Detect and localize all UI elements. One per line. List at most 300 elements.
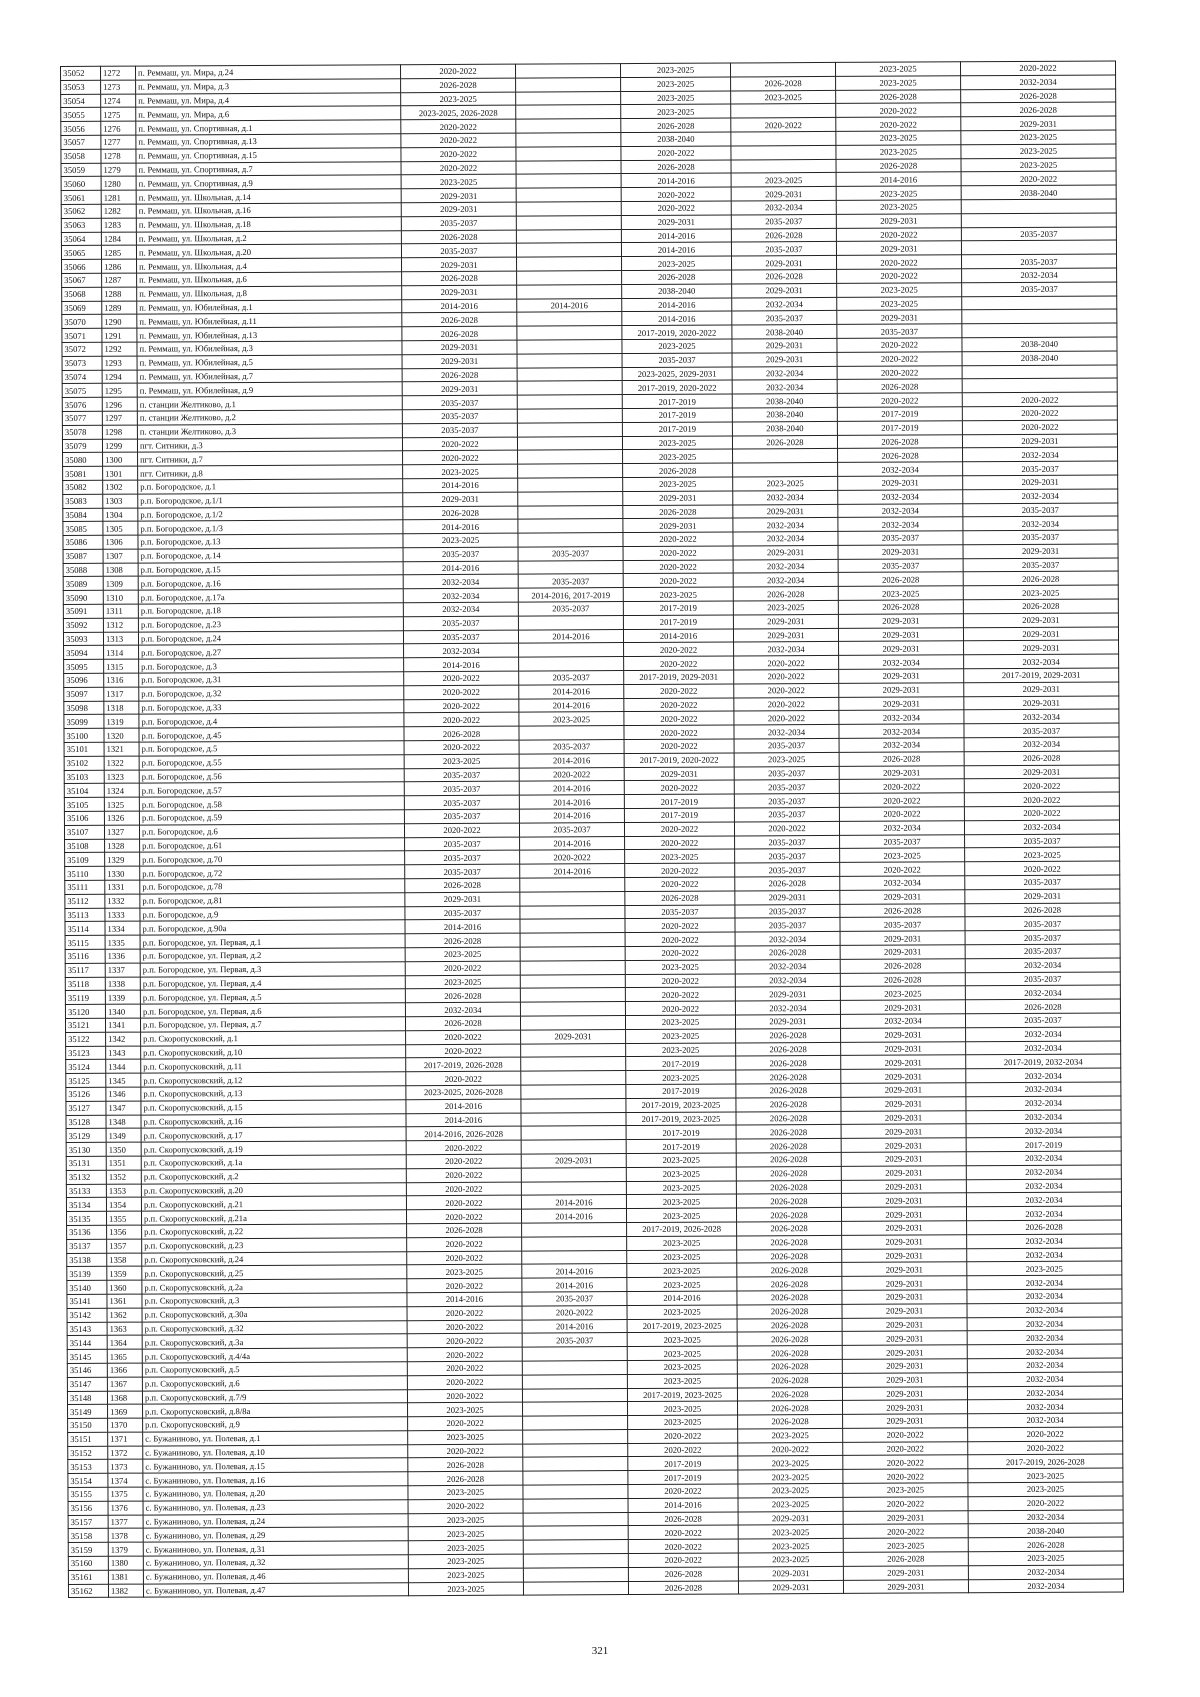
sequence-number-cell: 1377 xyxy=(108,1515,143,1529)
period-3-cell: 2023-2025 xyxy=(621,104,731,118)
registry-number-cell: 35059 xyxy=(61,163,101,177)
registry-number-cell: 35141 xyxy=(67,1294,107,1308)
period-1-cell: 2020-2022 xyxy=(407,1278,522,1292)
registry-number-cell: 35057 xyxy=(61,135,101,149)
address-cell: п. Реммаш, ул. Школьная, д.18 xyxy=(136,216,401,231)
period-1-cell: 2032-2034 xyxy=(403,588,518,602)
sequence-number-cell: 1285 xyxy=(101,245,136,259)
period-2-cell: 2014-2016 xyxy=(522,1264,627,1278)
period-6-cell: 2032-2034 xyxy=(966,1165,1121,1180)
period-1-cell: 2020-2022 xyxy=(406,1195,521,1209)
period-4-cell: 2026-2028 xyxy=(737,1359,842,1373)
period-5-cell: 2029-2031 xyxy=(836,214,961,228)
period-6-cell: 2032-2034 xyxy=(966,1110,1121,1125)
period-1-cell: 2020-2022 xyxy=(407,1389,522,1403)
address-cell: р.п. Скоропусковский, д.23 xyxy=(142,1237,407,1252)
sequence-number-cell: 1357 xyxy=(107,1239,142,1253)
period-6-cell: 2032-2034 xyxy=(967,1303,1122,1318)
period-5-cell: 2020-2022 xyxy=(843,1428,968,1442)
period-4-cell: 2035-2037 xyxy=(734,766,839,780)
period-2-cell xyxy=(523,1567,628,1581)
sequence-number-cell: 1382 xyxy=(108,1584,143,1598)
period-1-cell: 2014-2016 xyxy=(403,478,518,492)
period-6-cell xyxy=(962,378,1117,393)
period-3-cell: 2023-2025 xyxy=(626,1043,736,1057)
registry-number-cell: 35134 xyxy=(66,1198,106,1212)
period-5-cell: 2029-2031 xyxy=(841,1069,966,1083)
period-6-cell: 2035-2037 xyxy=(965,875,1120,890)
period-5-cell: 2032-2034 xyxy=(838,462,963,476)
period-2-cell xyxy=(518,491,623,505)
sequence-number-cell: 1303 xyxy=(103,494,138,508)
period-3-cell: 2014-2016 xyxy=(623,629,733,643)
sequence-number-cell: 1275 xyxy=(101,107,136,121)
period-6-cell: 2032-2034 xyxy=(965,985,1120,1000)
period-6-cell: 2026-2028 xyxy=(963,571,1118,586)
period-6-cell: 2032-2034 xyxy=(963,489,1118,504)
address-cell: р.п. Богородское, д.55 xyxy=(139,755,404,770)
period-5-cell: 2029-2031 xyxy=(836,241,961,255)
registry-number-cell: 35091 xyxy=(63,604,103,618)
period-4-cell: 2026-2028 xyxy=(736,1166,841,1180)
period-4-cell: 2026-2028 xyxy=(735,945,840,959)
address-cell: п. станции Желтиково, д.1 xyxy=(137,396,402,411)
period-2-cell xyxy=(521,1112,626,1126)
period-5-cell: 2029-2031 xyxy=(843,1510,968,1524)
period-3-cell: 2023-2025 xyxy=(622,435,732,449)
registry-number-cell: 35107 xyxy=(64,825,104,839)
period-5-cell: 2032-2034 xyxy=(838,489,963,503)
sequence-number-cell: 1317 xyxy=(104,687,139,701)
period-2-cell xyxy=(516,243,621,257)
period-1-cell: 2035-2037 xyxy=(405,837,520,851)
address-cell: п. Реммаш, ул. Школьная, д.16 xyxy=(136,203,401,218)
period-3-cell: 2020-2022 xyxy=(624,822,734,836)
registry-number-cell: 35090 xyxy=(63,591,103,605)
period-5-cell: 2023-2025 xyxy=(836,200,961,214)
registry-number-cell: 35132 xyxy=(66,1170,106,1184)
registry-number-cell: 35130 xyxy=(66,1142,106,1156)
period-2-cell: 2014-2016 xyxy=(517,298,622,312)
period-5-cell: 2029-2031 xyxy=(839,641,964,655)
address-cell: с. Бужаниново, ул. Полевая, д.29 xyxy=(143,1527,408,1542)
registry-number-cell: 35074 xyxy=(62,370,102,384)
registry-number-cell: 35093 xyxy=(63,632,103,646)
period-5-cell: 2029-2031 xyxy=(837,310,962,324)
period-6-cell xyxy=(962,296,1117,311)
period-1-cell: 2020-2022 xyxy=(406,1209,521,1223)
period-6-cell: 2029-2031 xyxy=(964,682,1119,697)
sequence-number-cell: 1308 xyxy=(103,563,138,577)
registry-number-cell: 35103 xyxy=(64,770,104,784)
registry-number-cell: 35109 xyxy=(65,853,105,867)
period-1-cell: 2029-2031 xyxy=(402,354,517,368)
address-cell: п. Реммаш, ул. Юбилейная, д.7 xyxy=(137,368,402,383)
period-1-cell: 2020-2022 xyxy=(400,64,515,78)
sequence-number-cell: 1304 xyxy=(103,508,138,522)
period-5-cell: 2029-2031 xyxy=(841,1207,966,1221)
period-3-cell: 2017-2019 xyxy=(623,601,733,615)
registry-number-cell: 35053 xyxy=(61,80,101,94)
period-1-cell: 2032-2034 xyxy=(403,575,518,589)
period-2-cell xyxy=(517,284,622,298)
sequence-number-cell: 1293 xyxy=(102,356,137,370)
period-6-cell: 2035-2037 xyxy=(965,930,1120,945)
address-cell: р.п. Богородское, д.58 xyxy=(139,796,404,811)
period-4-cell: 2023-2025 xyxy=(733,476,838,490)
period-3-cell: 2023-2025 xyxy=(627,1263,737,1277)
period-4-cell: 2032-2034 xyxy=(735,959,840,973)
address-cell: п. Реммаш, ул. Школьная, д.4 xyxy=(137,258,402,273)
registry-number-cell: 35094 xyxy=(64,646,104,660)
sequence-number-cell: 1344 xyxy=(106,1059,141,1073)
registry-number-cell: 35100 xyxy=(64,729,104,743)
sequence-number-cell: 1328 xyxy=(105,839,140,853)
period-2-cell xyxy=(516,174,621,188)
period-3-cell: 2014-2016 xyxy=(627,1291,737,1305)
period-4-cell: 2026-2028 xyxy=(736,1097,841,1111)
registry-number-cell: 35066 xyxy=(62,259,102,273)
period-1-cell: 2020-2022 xyxy=(406,1140,521,1154)
registry-number-cell: 35069 xyxy=(62,301,102,315)
period-6-cell: 2032-2034 xyxy=(966,1179,1121,1194)
period-4-cell: 2029-2031 xyxy=(732,256,837,270)
registry-number-cell: 35162 xyxy=(68,1584,108,1598)
sequence-number-cell: 1318 xyxy=(104,701,139,715)
period-4-cell: 2026-2028 xyxy=(736,1056,841,1070)
registry-number-cell: 35063 xyxy=(61,218,101,232)
address-cell: с. Бужаниново, ул. Полевая, д.46 xyxy=(143,1569,408,1584)
period-2-cell xyxy=(516,119,621,133)
period-5-cell: 2029-2031 xyxy=(842,1345,967,1359)
period-6-cell: 2029-2031 xyxy=(965,889,1120,904)
sequence-number-cell: 1369 xyxy=(108,1404,143,1418)
address-cell: р.п. Богородское, д.13 xyxy=(138,534,403,549)
period-5-cell: 2023-2025 xyxy=(835,62,960,76)
period-6-cell: 2023-2025 xyxy=(965,847,1120,862)
registry-number-cell: 35113 xyxy=(65,908,105,922)
period-4-cell xyxy=(730,62,835,76)
period-3-cell: 2023-2025 xyxy=(621,91,731,105)
period-6-cell xyxy=(961,213,1116,228)
period-3-cell: 2020-2022 xyxy=(625,932,735,946)
period-5-cell: 2020-2022 xyxy=(837,255,962,269)
period-6-cell: 2035-2037 xyxy=(965,972,1120,987)
period-1-cell: 2035-2037 xyxy=(404,795,519,809)
sequence-number-cell: 1278 xyxy=(101,149,136,163)
period-4-cell: 2035-2037 xyxy=(735,863,840,877)
period-2-cell xyxy=(521,1140,626,1154)
period-2-cell: 2035-2037 xyxy=(519,822,624,836)
sequence-number-cell: 1378 xyxy=(108,1529,143,1543)
period-1-cell: 2014-2016, 2026-2028 xyxy=(406,1126,521,1140)
period-3-cell: 2020-2022 xyxy=(625,836,735,850)
period-6-cell: 2032-2034 xyxy=(967,1316,1122,1331)
address-cell: с. Бужаниново, ул. Полевая, д.32 xyxy=(143,1555,408,1570)
period-5-cell: 2029-2031 xyxy=(838,614,963,628)
period-1-cell: 2020-2022 xyxy=(401,133,516,147)
period-4-cell: 2026-2028 xyxy=(736,1083,841,1097)
period-1-cell: 2035-2037 xyxy=(403,630,518,644)
period-6-cell xyxy=(962,323,1117,338)
period-2-cell: 2020-2022 xyxy=(520,850,625,864)
period-4-cell: 2020-2022 xyxy=(734,683,839,697)
period-1-cell: 2023-2025 xyxy=(403,464,518,478)
registry-number-cell: 35122 xyxy=(66,1032,106,1046)
period-5-cell: 2017-2019 xyxy=(837,420,962,434)
period-5-cell: 2032-2034 xyxy=(839,738,964,752)
sequence-number-cell: 1359 xyxy=(107,1266,142,1280)
sequence-number-cell: 1363 xyxy=(107,1322,142,1336)
sequence-number-cell: 1341 xyxy=(105,1018,140,1032)
period-3-cell: 2014-2016 xyxy=(621,242,731,256)
address-cell: р.п. Богородское, д.45 xyxy=(139,727,404,742)
period-2-cell: 2014-2016 xyxy=(522,1278,627,1292)
registry-number-cell: 35120 xyxy=(65,1004,105,1018)
sequence-number-cell: 1289 xyxy=(102,301,137,315)
address-cell: п. Реммаш, ул. Юбилейная, д.1 xyxy=(137,299,402,314)
period-4-cell: 2023-2025 xyxy=(738,1483,843,1497)
period-3-cell: 2017-2019 xyxy=(626,1125,736,1139)
period-2-cell xyxy=(520,1016,625,1030)
period-5-cell: 2032-2034 xyxy=(839,724,964,738)
period-2-cell xyxy=(519,657,624,671)
period-5-cell: 2020-2022 xyxy=(843,1441,968,1455)
period-3-cell: 2023-2025 xyxy=(628,1401,738,1415)
registry-number-cell: 35144 xyxy=(67,1336,107,1350)
period-2-cell xyxy=(516,202,621,216)
period-2-cell xyxy=(521,1167,626,1181)
sequence-number-cell: 1343 xyxy=(106,1046,141,1060)
period-3-cell: 2017-2019, 2023-2025 xyxy=(626,1112,736,1126)
registry-number-cell: 35118 xyxy=(65,977,105,991)
address-cell: р.п. Скоропусковский, д.2а xyxy=(142,1279,407,1294)
period-2-cell xyxy=(516,146,621,160)
period-1-cell: 2029-2031 xyxy=(401,202,516,216)
period-6-cell xyxy=(961,199,1116,214)
address-cell: р.п. Скоропусковский, д.9 xyxy=(143,1417,408,1432)
registry-number-cell: 35071 xyxy=(62,328,102,342)
period-4-cell: 2032-2034 xyxy=(735,932,840,946)
period-4-cell: 2026-2028 xyxy=(737,1235,842,1249)
period-4-cell: 2035-2037 xyxy=(734,738,839,752)
period-5-cell: 2029-2031 xyxy=(842,1372,967,1386)
registry-number-cell: 35153 xyxy=(68,1460,108,1474)
period-6-cell: 2038-2040 xyxy=(962,351,1117,366)
sequence-number-cell: 1349 xyxy=(106,1128,141,1142)
period-5-cell: 2020-2022 xyxy=(839,779,964,793)
address-cell: р.п. Скоропусковский, д.20 xyxy=(141,1182,406,1197)
period-6-cell: 2035-2037 xyxy=(965,916,1120,931)
period-2-cell xyxy=(520,919,625,933)
registry-number-cell: 35125 xyxy=(66,1073,106,1087)
period-2-cell xyxy=(523,1581,628,1595)
period-2-cell xyxy=(523,1498,628,1512)
period-1-cell: 2020-2022 xyxy=(404,685,519,699)
period-5-cell: 2029-2031 xyxy=(838,627,963,641)
period-1-cell: 2035-2037 xyxy=(404,809,519,823)
period-5-cell: 2029-2031 xyxy=(842,1317,967,1331)
address-cell: р.п. Скоропусковский, д.1а xyxy=(141,1155,406,1170)
period-3-cell: 2023-2025 xyxy=(627,1346,737,1360)
period-3-cell: 2014-2016 xyxy=(621,229,731,243)
sequence-number-cell: 1355 xyxy=(106,1211,141,1225)
period-4-cell: 2023-2025 xyxy=(738,1552,843,1566)
period-2-cell xyxy=(516,215,621,229)
period-5-cell: 2032-2034 xyxy=(838,517,963,531)
period-6-cell: 2029-2031 xyxy=(963,544,1118,559)
period-5-cell: 2026-2028 xyxy=(838,448,963,462)
registry-table-wrapper xyxy=(60,63,1115,1598)
registry-number-cell: 35157 xyxy=(68,1515,108,1529)
sequence-number-cell: 1353 xyxy=(106,1184,141,1198)
period-6-cell: 2035-2037 xyxy=(962,282,1117,297)
period-1-cell: 2014-2016 xyxy=(406,1099,521,1113)
period-4-cell: 2032-2034 xyxy=(734,725,839,739)
registry-number-cell: 35097 xyxy=(64,687,104,701)
address-cell: п. Реммаш, ул. Спортивная, д.9 xyxy=(136,175,401,190)
period-2-cell xyxy=(516,77,621,91)
period-1-cell: 2029-2031 xyxy=(402,340,517,354)
period-2-cell: 2029-2031 xyxy=(521,1029,626,1043)
period-3-cell: 2023-2025 xyxy=(627,1360,737,1374)
period-4-cell: 2029-2031 xyxy=(738,1511,843,1525)
period-6-cell: 2026-2028 xyxy=(968,1537,1123,1552)
period-2-cell xyxy=(517,408,622,422)
address-cell: р.п. Скоропусковский, д.15 xyxy=(141,1099,406,1114)
period-2-cell: 2014-2016, 2017-2019 xyxy=(518,588,623,602)
period-4-cell: 2026-2028 xyxy=(732,269,837,283)
period-1-cell: 2026-2028 xyxy=(401,78,516,92)
period-5-cell: 2020-2022 xyxy=(837,393,962,407)
address-cell: р.п. Скоропусковский, д.6 xyxy=(142,1375,407,1390)
address-cell: п. Реммаш, ул. Юбилейная, д.3 xyxy=(137,341,402,356)
sequence-number-cell: 1320 xyxy=(104,728,139,742)
registry-number-cell: 35106 xyxy=(64,811,104,825)
period-5-cell: 2026-2028 xyxy=(837,379,962,393)
address-cell: р.п. Богородское, д.32 xyxy=(139,686,404,701)
period-3-cell: 2020-2022 xyxy=(625,1001,735,1015)
period-6-cell: 2020-2022 xyxy=(960,61,1115,76)
period-6-cell: 2023-2025 xyxy=(961,144,1116,159)
period-4-cell: 2026-2028 xyxy=(736,1194,841,1208)
sequence-number-cell: 1381 xyxy=(108,1570,143,1584)
registry-number-cell: 35092 xyxy=(63,618,103,632)
period-2-cell: 2014-2016 xyxy=(519,795,624,809)
period-2-cell xyxy=(523,1416,628,1430)
period-3-cell: 2038-2040 xyxy=(622,284,732,298)
period-5-cell: 2020-2022 xyxy=(843,1469,968,1483)
registry-number-cell: 35154 xyxy=(68,1474,108,1488)
address-cell: п. Реммаш, ул. Юбилейная, д.11 xyxy=(137,313,402,328)
address-cell: р.п. Богородское, д.33 xyxy=(139,699,404,714)
registry-number-cell: 35105 xyxy=(64,798,104,812)
period-2-cell: 2023-2025 xyxy=(519,712,624,726)
period-1-cell: 2023-2025 xyxy=(404,754,519,768)
period-5-cell: 2029-2031 xyxy=(842,1276,967,1290)
address-cell: р.п. Богородское, ул. Первая, д.5 xyxy=(140,989,405,1004)
period-1-cell: 2014-2016 xyxy=(405,920,520,934)
period-6-cell: 2026-2028 xyxy=(961,89,1116,104)
sequence-number-cell: 1338 xyxy=(105,977,140,991)
period-4-cell: 2032-2034 xyxy=(733,532,838,546)
registry-number-cell: 35096 xyxy=(64,673,104,687)
period-1-cell: 2023-2025 xyxy=(401,92,516,106)
registry-number-cell: 35086 xyxy=(63,535,103,549)
period-1-cell: 2023-2025 xyxy=(408,1568,523,1582)
sequence-number-cell: 1329 xyxy=(105,853,140,867)
sequence-number-cell: 1342 xyxy=(106,1032,141,1046)
address-cell: р.п. Скоропусковский, д.1 xyxy=(141,1030,406,1045)
period-1-cell: 2023-2025 xyxy=(408,1527,523,1541)
period-3-cell: 2017-2019, 2020-2022 xyxy=(622,380,732,394)
registry-number-cell: 35061 xyxy=(61,190,101,204)
period-2-cell xyxy=(518,505,623,519)
sequence-number-cell: 1316 xyxy=(104,673,139,687)
sequence-number-cell: 1287 xyxy=(102,273,137,287)
period-4-cell: 2035-2037 xyxy=(731,242,836,256)
period-4-cell xyxy=(733,449,838,463)
period-2-cell xyxy=(516,160,621,174)
period-3-cell: 2020-2022 xyxy=(623,546,733,560)
period-3-cell: 2014-2016 xyxy=(621,173,731,187)
period-6-cell: 2020-2022 xyxy=(964,792,1119,807)
period-3-cell: 2020-2022 xyxy=(628,1484,738,1498)
period-5-cell: 2023-2025 xyxy=(843,1483,968,1497)
period-3-cell: 2023-2025 xyxy=(627,1305,737,1319)
period-3-cell: 2023-2025 xyxy=(626,1070,736,1084)
period-6-cell: 2032-2034 xyxy=(968,1510,1123,1525)
period-1-cell: 2020-2022 xyxy=(404,740,519,754)
period-4-cell: 2038-2040 xyxy=(732,421,837,435)
period-5-cell: 2029-2031 xyxy=(842,1386,967,1400)
sequence-number-cell: 1323 xyxy=(104,770,139,784)
period-6-cell: 2032-2034 xyxy=(966,1041,1121,1056)
period-3-cell: 2017-2019 xyxy=(628,1456,738,1470)
period-4-cell: 2023-2025 xyxy=(731,173,836,187)
period-4-cell: 2026-2028 xyxy=(731,76,836,90)
sequence-number-cell: 1294 xyxy=(102,370,137,384)
address-cell: пгт. Ситники, д.8 xyxy=(138,465,403,480)
period-5-cell: 2035-2037 xyxy=(838,558,963,572)
sequence-number-cell: 1356 xyxy=(107,1225,142,1239)
period-5-cell: 2029-2031 xyxy=(842,1303,967,1317)
period-2-cell xyxy=(516,188,621,202)
period-5-cell: 2023-2025 xyxy=(836,145,961,159)
period-3-cell: 2020-2022 xyxy=(624,711,734,725)
period-6-cell: 2029-2031 xyxy=(964,696,1119,711)
period-4-cell: 2029-2031 xyxy=(732,283,837,297)
period-5-cell: 2032-2034 xyxy=(840,876,965,890)
period-2-cell xyxy=(521,1085,626,1099)
period-6-cell: 2017-2019, 2032-2034 xyxy=(966,1054,1121,1069)
sequence-number-cell: 1360 xyxy=(107,1280,142,1294)
address-cell: р.п. Богородское, д.24 xyxy=(138,630,403,645)
period-4-cell: 2026-2028 xyxy=(737,1346,842,1360)
sequence-number-cell: 1374 xyxy=(108,1473,143,1487)
period-6-cell xyxy=(962,309,1117,324)
period-5-cell: 2020-2022 xyxy=(843,1524,968,1538)
period-2-cell xyxy=(521,1057,626,1071)
period-1-cell: 2020-2022 xyxy=(404,671,519,685)
period-2-cell xyxy=(519,726,624,740)
period-2-cell: 2035-2037 xyxy=(522,1333,627,1347)
period-1-cell: 2029-2031 xyxy=(402,257,517,271)
period-4-cell: 2035-2037 xyxy=(735,904,840,918)
period-2-cell xyxy=(516,133,621,147)
address-cell: р.п. Скоропусковский, д.13 xyxy=(141,1086,406,1101)
sequence-number-cell: 1362 xyxy=(107,1308,142,1322)
